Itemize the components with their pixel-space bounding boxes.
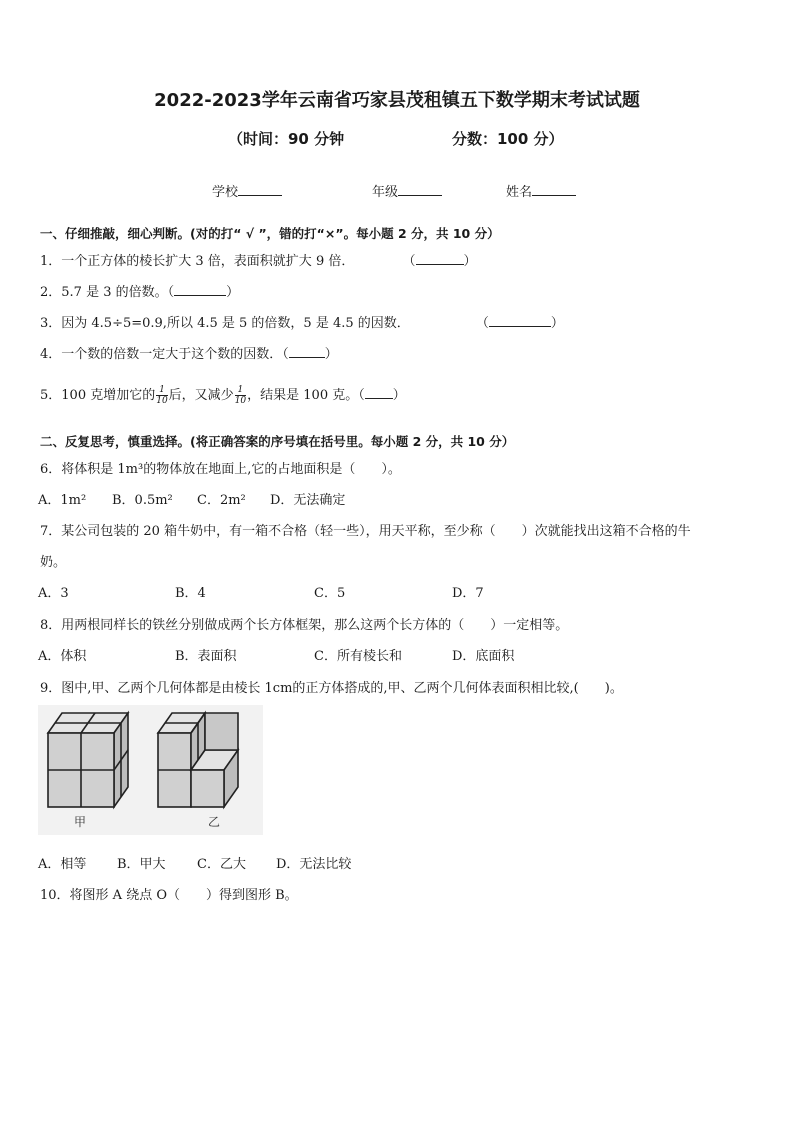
option-8c[interactable]: C．所有棱长和 [314, 649, 402, 664]
exam-score: 分数：100 分） [452, 130, 564, 148]
name-blank[interactable] [532, 183, 576, 196]
cube-figure [38, 705, 263, 839]
paren-open: （ [167, 285, 175, 300]
question-2-text: 2．5.7 是 3 的倍数。 [40, 285, 168, 300]
name-label: 姓名 [506, 185, 533, 200]
option-6c[interactable]: C．2m² [197, 493, 246, 508]
question-7-line1: 7．某公司包装的 20 箱牛奶中，有一箱不合格（轻一些），用天平称，至少称（ ）次就能找出这箱不合格的牛 [40, 524, 691, 539]
answer-blank-4[interactable] [289, 345, 325, 358]
option-6d[interactable]: D．无法确定 [270, 493, 346, 508]
question-6: 6．将体积是 1m³的物体放在地面上,它的占地面积是（ ）。 [40, 462, 401, 477]
question-7-line2: 奶。 [40, 555, 67, 570]
fraction-numerator: 1 [235, 385, 246, 396]
option-8a[interactable]: A．体积 [38, 649, 87, 664]
option-9b[interactable]: B．甲大 [117, 857, 166, 872]
school-field [212, 181, 282, 200]
section1-heading: 一、仔细推敲，细心判断。(对的打“ √ ”，错的打“×”。每小题 2 分，共 10 分） [40, 226, 500, 241]
solid-jia [48, 713, 128, 807]
option-7d[interactable]: D．7 [452, 586, 484, 601]
question-1-text: 1．一个正方体的棱长扩大 3 倍，表面积就扩大 9 倍． [40, 254, 355, 269]
solid-yi [158, 713, 238, 807]
exam-time: （时间：90 分钟 [228, 130, 345, 148]
option-6b[interactable]: B．0.5m² [112, 493, 173, 508]
question-2 [40, 281, 239, 300]
option-9d[interactable]: D．无法比较 [276, 857, 352, 872]
question-10: 10．将图形 A 绕点 O（ ）得到图形 B。 [40, 888, 298, 903]
answer-blank-3[interactable] [489, 314, 551, 327]
question-5 [40, 384, 406, 406]
paren-close: ） [226, 285, 240, 300]
fraction-denominator: 10 [156, 396, 168, 406]
grade-field [372, 181, 442, 200]
question-4-text: 4．一个数的倍数一定大于这个数的因数． [40, 347, 283, 362]
paren-open: （ [358, 388, 365, 403]
paren-close: ） [324, 347, 338, 362]
option-7b[interactable]: B．4 [175, 586, 206, 601]
question-5-text-b: 后，又减少 [168, 388, 234, 403]
option-7a[interactable]: A．3 [38, 586, 69, 601]
fraction-one-tenth [156, 385, 167, 406]
answer-blank-2[interactable] [174, 283, 226, 296]
paren-close: ） [550, 316, 564, 331]
figure-label-yi: 乙 [208, 815, 221, 829]
question-9: 9．图中,甲、乙两个几何体都是由棱长 1cm的正方体搭成的,甲、乙两个几何体表面积相比较,( )。 [40, 681, 623, 696]
paren-open: （ [282, 347, 289, 362]
grade-blank[interactable] [398, 183, 442, 196]
question-3-text: 3．因为 4.5÷5=0.9,所以 4.5 是 5 的倍数，5 是 4.5 的因数． [40, 316, 410, 331]
paren-open: （ [475, 316, 489, 331]
fraction-one-tenth [235, 385, 246, 406]
question-8: 8．用两根同样长的铁丝分别做成两个长方体框架，那么这两个长方体的（ ）一定相等。 [40, 618, 569, 633]
option-8d[interactable]: D．底面积 [452, 649, 515, 664]
question-5-text-a: 5．100 克增加它的 [40, 388, 156, 403]
question-5-text-c: ，结果是 100 克。 [247, 388, 359, 403]
cube-figure-drawing [38, 705, 263, 835]
option-7c[interactable]: C．5 [314, 586, 346, 601]
fraction-numerator: 1 [156, 385, 167, 396]
paren-close: ） [392, 388, 406, 403]
fraction-denominator: 10 [234, 396, 247, 406]
option-8b[interactable]: B．表面积 [175, 649, 237, 664]
grade-label: 年级 [372, 185, 399, 200]
page-title: 2022-2023学年云南省巧家县茂租镇五下数学期末考试试题 [154, 90, 640, 111]
paren-close: ） [463, 254, 477, 269]
answer-blank-1[interactable] [416, 252, 464, 265]
section2-heading: 二、反复思考，慎重选择。(将正确答案的序号填在括号里。每小题 2 分，共 10 分） [40, 434, 515, 449]
option-9a[interactable]: A．相等 [38, 857, 87, 872]
option-6a[interactable]: A．1m² [38, 493, 87, 508]
paren-open: （ [402, 254, 416, 269]
question-3 [40, 312, 564, 331]
question-1 [40, 250, 477, 269]
answer-blank-5[interactable] [365, 386, 393, 399]
figure-label-jia: 甲 [74, 815, 87, 829]
school-blank[interactable] [238, 183, 282, 196]
name-field [506, 181, 576, 200]
school-label: 学校 [212, 185, 239, 200]
question-4 [40, 343, 338, 362]
option-9c[interactable]: C．乙大 [197, 857, 246, 872]
